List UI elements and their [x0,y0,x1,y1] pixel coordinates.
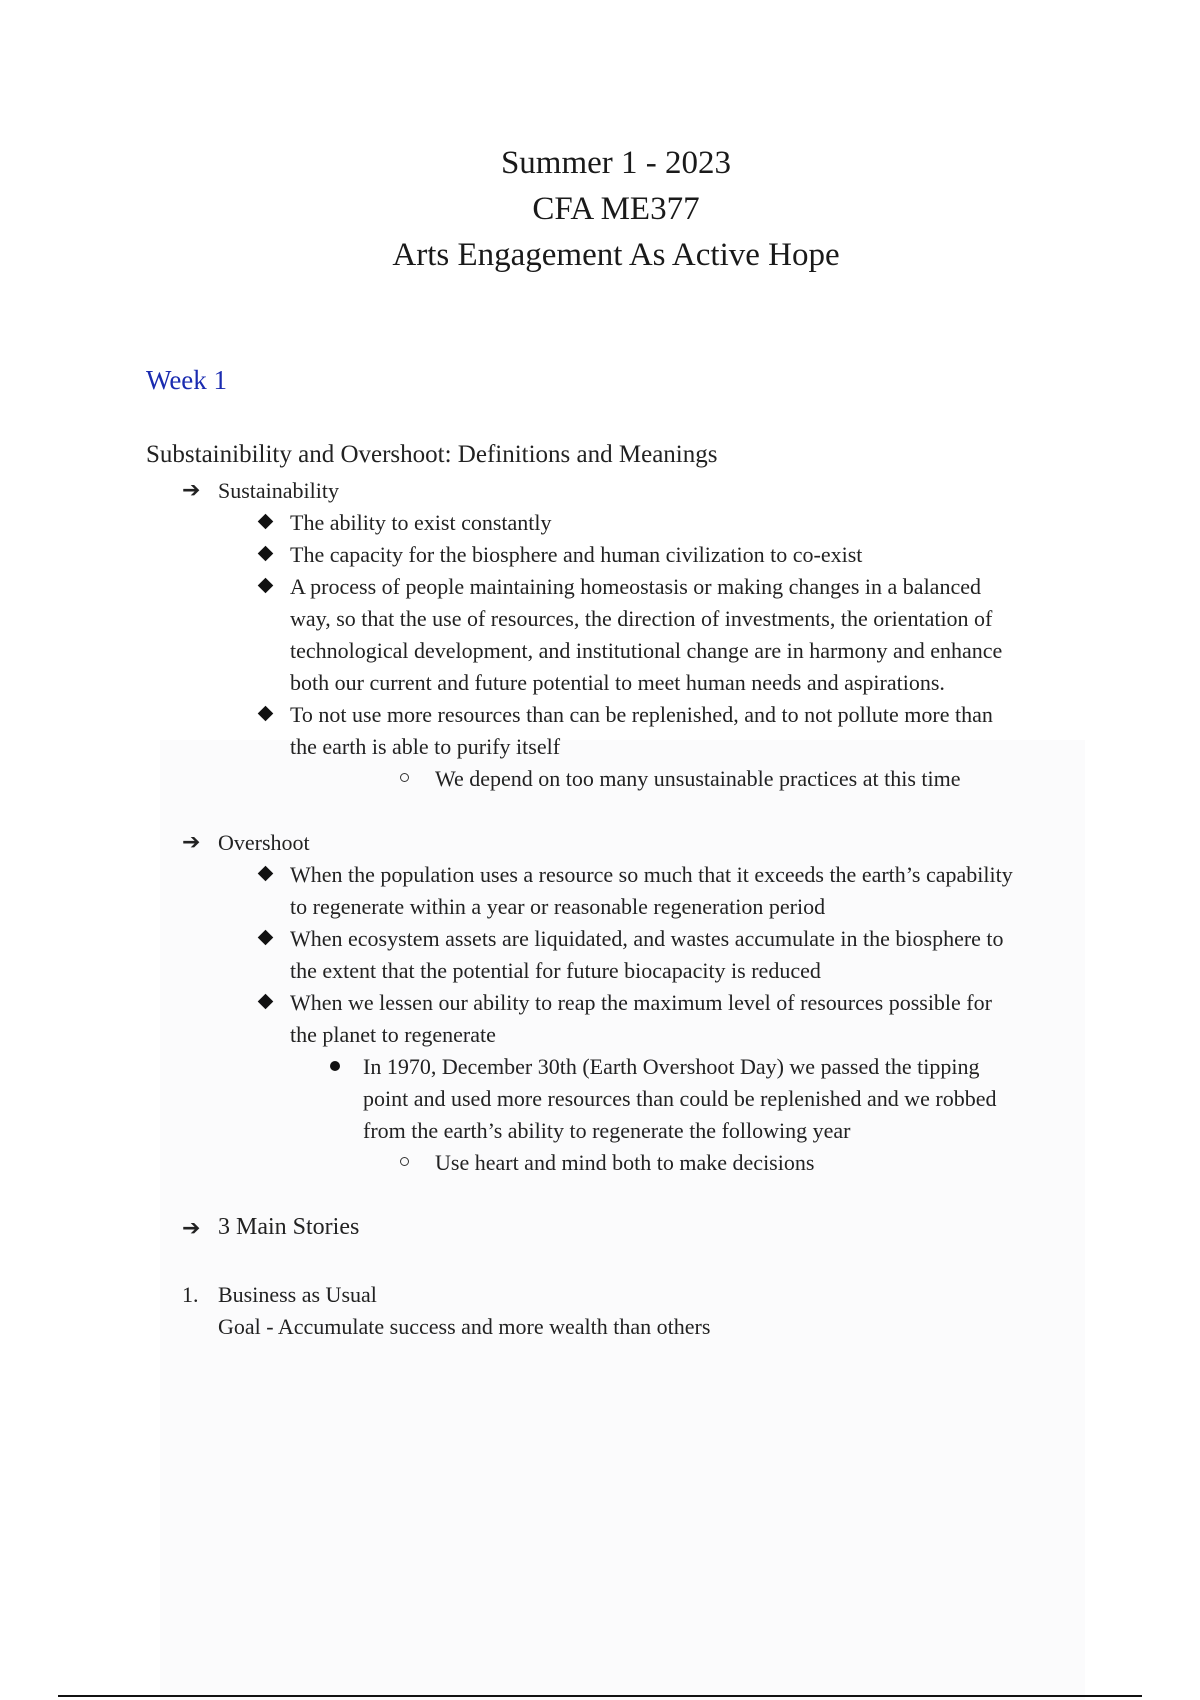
stories-label: 3 Main Stories [218,1214,360,1240]
overshoot-item-1-line-1: When the population uses a resource so much that it exceeds the earth’s capability [290,862,1013,887]
hollow-circle-bullet-icon [400,773,409,782]
diamond-bullet-icon [258,930,274,946]
sustainability-item-3-line-2: way, so that the use of resources, the direction of investments, the orientation of [290,606,993,631]
hollow-circle-bullet-icon [400,1157,409,1166]
sustainability-label: Sustainability [218,478,339,503]
course-title: Arts Engagement As Active Hope [392,237,840,273]
week-heading: Week 1 [146,365,228,395]
arrow-right-icon: ➔ [182,830,201,855]
bottom-divider [58,1695,1142,1697]
overshoot-item-1-line-2: to regenerate within a year or reasonable regeneration period [290,894,826,919]
sustainability-item-3-line-3: technological development, and institutional change are in harmony and enhance [290,638,1003,663]
sustainability-sub-item: We depend on too many unsustainable practices at this time [435,766,961,791]
overshoot-bullet-line-1: In 1970, December 30th (Earth Overshoot Day) we passed the tipping [363,1054,980,1079]
overshoot-bullet-line-3: from the earth’s ability to regenerate the following year [363,1118,851,1143]
course-code: CFA ME377 [532,191,700,227]
overshoot-label: Overshoot [218,830,310,855]
overshoot-bullet-line-2: point and used more resources than could be replenished and we robbed [363,1086,997,1111]
filled-circle-bullet-icon [330,1061,340,1071]
course-term: Summer 1 - 2023 [500,145,732,181]
diamond-bullet-icon [258,546,274,562]
section-heading: Substainibility and Overshoot: Definitions and Meanings [146,441,718,468]
overshoot-sub-item: Use heart and mind both to make decisions [435,1150,815,1175]
sustainability-item-4-line-1: To not use more resources than can be replenished, and to not pollute more than [290,702,993,727]
diamond-bullet-icon [258,514,274,530]
diamond-bullet-icon [258,578,274,594]
story-goal: Goal - Accumulate success and more wealth than others [218,1314,711,1339]
diamond-bullet-icon [258,866,274,882]
overshoot-item-3-line-2: the planet to regenerate [290,1022,496,1047]
overshoot-item-2-line-2: the extent that the potential for future biocapacity is reduced [290,958,821,983]
sustainability-item-1: The ability to exist constantly [290,510,552,535]
sustainability-item-4-line-2: the earth is able to purify itself [290,734,561,759]
story-number: 1. [182,1282,199,1307]
diamond-bullet-icon [258,994,274,1010]
arrow-right-icon: ➔ [182,478,201,503]
sustainability-item-2: The capacity for the biosphere and human civilization to co-exist [290,542,863,567]
story-title: Business as Usual [218,1282,377,1307]
diamond-bullet-icon [258,706,274,722]
sustainability-item-3-line-1: A process of people maintaining homeostasis or making changes in a balanced [290,574,981,599]
overshoot-item-2-line-1: When ecosystem assets are liquidated, and wastes accumulate in the biosphere to [290,926,1004,951]
arrow-right-icon: ➔ [182,1216,201,1241]
overshoot-item-3-line-1: When we lessen our ability to reap the maximum level of resources possible for [290,990,992,1015]
sustainability-item-3-line-4: both our current and future potential to meet human needs and aspirations. [290,670,945,695]
